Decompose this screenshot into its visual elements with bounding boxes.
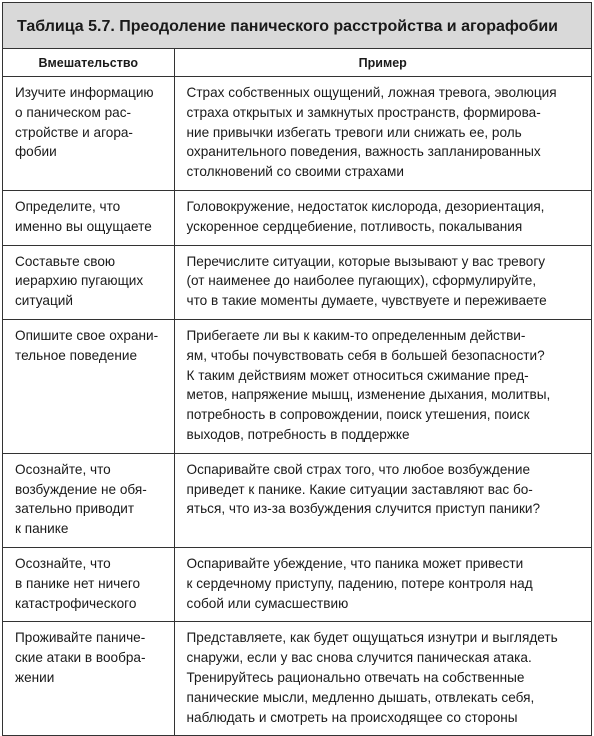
example-line: Перечислите ситуации, которые вызывают у вас тревогу	[186, 253, 546, 269]
table-row	[3, 547, 591, 621]
table-row	[3, 453, 591, 547]
panic-table	[2, 2, 592, 736]
intervention-line: фобии	[15, 144, 57, 160]
example-line: Тренируйтесь рационально отвечать на собственные	[186, 669, 525, 685]
example-line: что в такие моменты думаете, чувствуете и переживаете	[186, 293, 547, 309]
example-cell	[174, 190, 591, 245]
example-line: ям, чтобы почувствовать себя в большей безопасности?	[186, 347, 545, 363]
intervention-line: тельное поведение	[15, 347, 138, 363]
intervention-cell	[3, 622, 174, 735]
example-line: ускоренное сердцебиение, потливость, покалывания	[186, 218, 523, 234]
example-line: страха открытых и замкнутых пространств, формирова-	[186, 104, 541, 120]
intervention-line: возбуждение не обя-	[15, 481, 147, 497]
example-line: к сердечному приступу, падению, потере контроля над	[186, 575, 533, 591]
intervention-line: Осознайте, что	[15, 461, 111, 477]
table-title: Таблица 5.7. Преодоление панического расстройства и агорафобии	[3, 3, 591, 49]
example-line: наблюдать и смотреть на происходящее со стороны	[186, 709, 518, 725]
intervention-line: иерархию пугающих	[15, 273, 144, 289]
table-row	[3, 77, 591, 191]
example-cell	[174, 77, 591, 191]
intervention-cell	[3, 190, 174, 245]
intervention-line: жении	[15, 669, 55, 685]
example-line: ние привычки избегать тревоги или снижать ее, роль	[186, 124, 522, 140]
intervention-line: Составьте свою	[15, 253, 116, 269]
example-line: К таким действиям может относиться сжимание пред-	[186, 367, 529, 383]
example-line: Страх собственных ощущений, ложная тревога, эволюция	[186, 85, 557, 100]
example-line: Представляете, как будет ощущаться изнутри и выглядеть	[186, 630, 558, 646]
example-cell	[174, 547, 591, 621]
example-line: столкновений со своими страхами	[186, 164, 404, 180]
intervention-line: зательно приводит	[15, 501, 135, 517]
example-line: потребность в сопровождении, поиск утешения, поиск	[186, 407, 530, 423]
column-header-example: Пример	[174, 49, 591, 77]
intervention-line: Определите, что	[15, 198, 121, 214]
example-cell	[174, 453, 591, 547]
table-row	[3, 245, 591, 319]
intervention-line: ские атаки в вообра-	[15, 650, 146, 666]
table-body	[3, 49, 591, 735]
example-line: (от наименее до наиболее пугающих), сформулируйте,	[186, 273, 537, 289]
example-line: собой или сумасшествию	[186, 595, 349, 611]
intervention-line: именно вы ощущаете	[15, 218, 152, 234]
example-cell	[174, 319, 591, 453]
intervention-line: Осознайте, что	[15, 555, 111, 571]
intervention-line: Изучите информацию	[15, 85, 154, 100]
table-row	[3, 190, 591, 245]
intervention-line: к панике	[15, 521, 69, 537]
example-line: панические мысли, медленно дышать, отвлекать себя,	[186, 689, 535, 705]
intervention-line: ситуаций	[15, 293, 73, 309]
intervention-cell	[3, 245, 174, 319]
example-line: приведет к панике. Какие ситуации заставляют вас бо-	[186, 481, 533, 497]
table-row	[3, 622, 591, 735]
intervention-line: стройстве и агора-	[15, 124, 133, 140]
intervention-line: катастрофического	[15, 595, 137, 611]
example-line: метов, напряжение мышц, изменение дыхания, молитвы,	[186, 387, 551, 403]
example-line: Прибегаете ли вы к каким-то определенным действи-	[186, 327, 526, 343]
intervention-cell	[3, 77, 174, 191]
example-cell	[174, 245, 591, 319]
example-line: выходов, потребность в поддержке	[186, 426, 410, 442]
column-header-intervention: Вмешательство	[3, 49, 174, 77]
example-line: снаружи, если у вас снова случится паническая атака.	[186, 650, 532, 666]
intervention-line: Опишите свое охрани-	[15, 327, 159, 343]
example-line: Оспаривайте свой страх того, что любое возбуждение	[186, 461, 531, 477]
example-cell	[174, 622, 591, 735]
intervention-cell	[3, 453, 174, 547]
example-line: Головокружение, недостаток кислорода, дезориентация,	[186, 198, 545, 214]
intervention-cell	[3, 319, 174, 453]
intervention-line: о паническом рас-	[15, 104, 132, 120]
intervention-line: Проживайте паниче-	[15, 630, 146, 646]
table-row	[3, 319, 591, 453]
intervention-cell	[3, 547, 174, 621]
intervention-line: в панике нет ничего	[15, 575, 141, 591]
header-row	[3, 49, 591, 77]
example-line: Оспаривайте убеждение, что паника может привести	[186, 555, 524, 571]
example-line: охранительного поведения, важность запланированных	[186, 144, 541, 160]
example-line: яться, что из-за возбуждения случится приступ паники?	[186, 501, 541, 517]
